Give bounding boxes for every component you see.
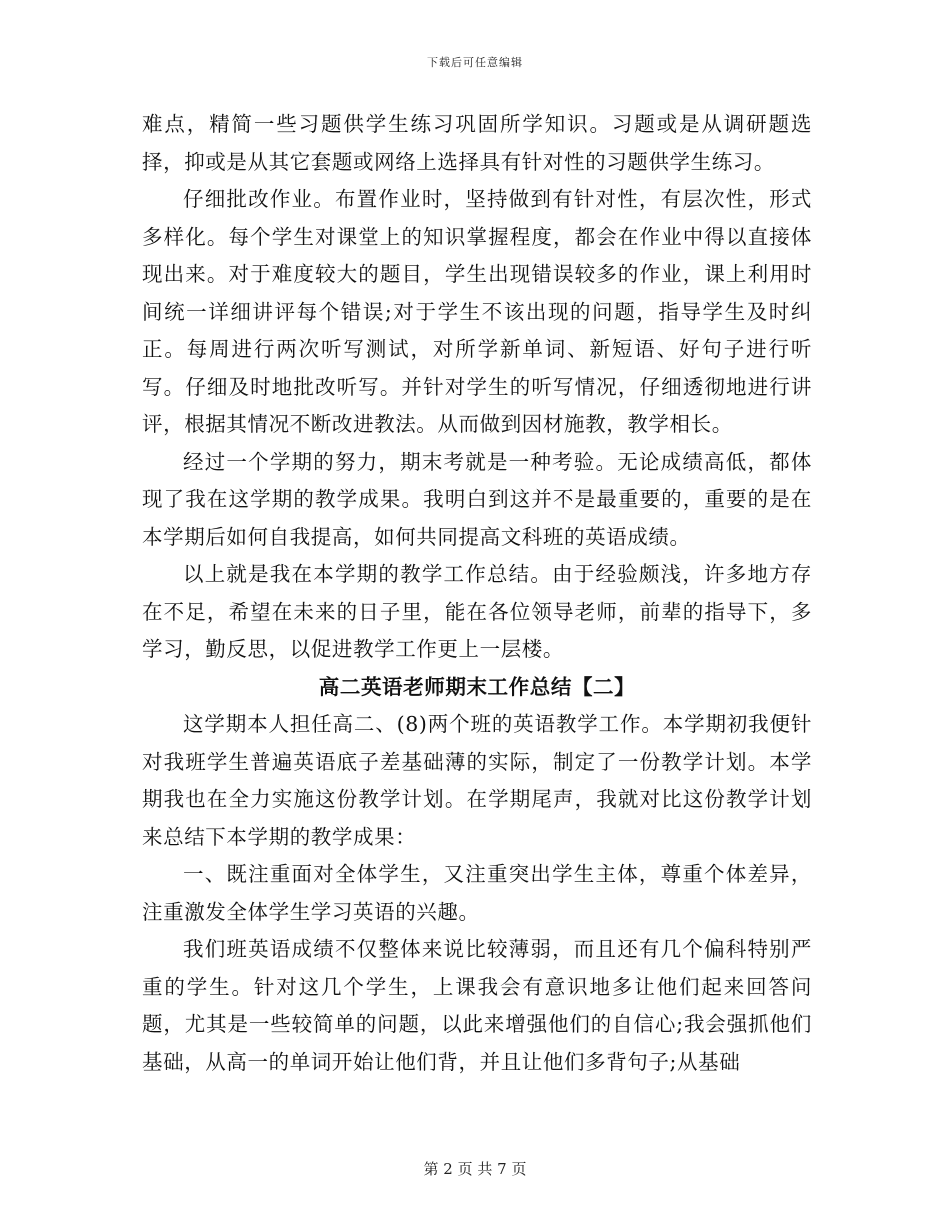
paragraph-exam: 经过一个学期的努力，期末考就是一种考验。无论成绩高低，都体现了我在这学期的教学成果。我明白到这并不是最重要的，重要的是在本学期后如何自我提高，如何共同提高文科班的英语成绩。 [142, 449, 812, 549]
paragraph-weak-students: 我们班英语成绩不仅整体来说比较薄弱，而且还有几个偏科特别严重的学生。针对这几个学生，上课我会有意识地多让他们起来回答问题，尤其是一些较简单的问题，以此来增强他们的自信心;我会强抓他们基础，从高一的单词开始让他们背，并且让他们多背句子;从基础 [142, 937, 812, 1074]
section-title: 高二英语老师期末工作总结【二】 [318, 674, 636, 699]
paragraph-conclusion: 以上就是我在本学期的教学工作总结。由于经验颇浅，许多地方存在不足，希望在未来的日子里，能在各位领导老师，前辈的指导下，多学习，勤反思，以促进教学工作更上一层楼。 [142, 562, 812, 661]
paragraph-homework: 仔细批改作业。布置作业时，坚持做到有针对性，有层次性，形式多样化。每个学生对课堂上的知识掌握程度，都会在作业中得以直接体现出来。对于难度较大的题目，学生出现错误较多的作业，课上利用时间统一详细讲评每个错误;对于学生不该出现的问题，指导学生及时纠正。每周进行两次听写测试，对所学新单词、新短语、好句子进行听写。仔细及时地批改听写。并针对学生的听写情况，仔细透彻地进行讲评，根据其情况不断改进教法。从而做到因材施教，教学相长。 [142, 187, 812, 436]
document-body [142, 106, 812, 1081]
page-header: 下载后可任意编辑 [427, 56, 523, 69]
paragraph-continued: 难点，精简一些习题供学生练习巩固所学知识。习题或是从调研题选择，抑或是从其它套题或网络上选择具有针对性的习题供学生练习。 [142, 112, 812, 174]
paragraph-point-one: 一、既注重面对全体学生，又注重突出学生主体，尊重个体差异，注重激发全体学生学习英语的兴趣。 [142, 862, 812, 924]
page-number: 第 2 页 共 7 页 [423, 1160, 527, 1178]
paragraph-intro: 这学期本人担任高二、(8)两个班的英语教学工作。本学期初我便针对我班学生普遍英语底子差基础薄的实际，制定了一份教学计划。本学期我也在全力实施这份教学计划。在学期尾声，我就对比这份教学计划来总结下本学期的教学成果： [142, 712, 812, 849]
